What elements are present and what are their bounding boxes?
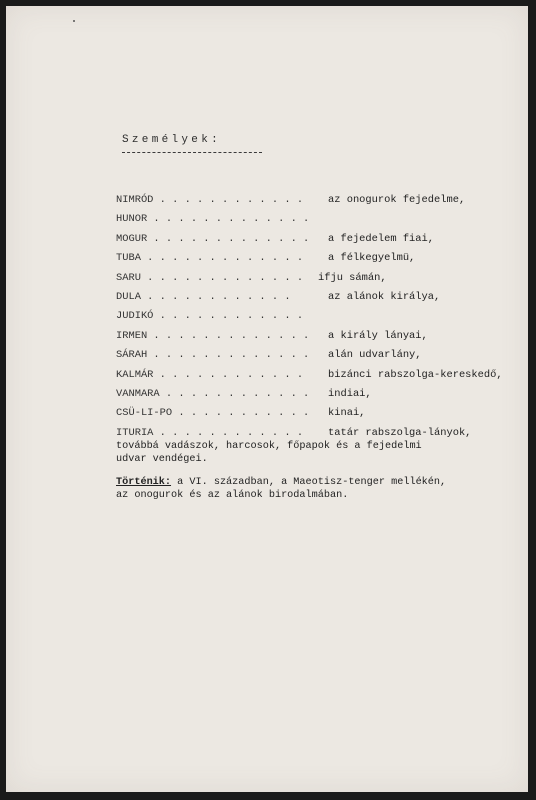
cast-row: [116, 252, 526, 271]
cast-row: [116, 213, 526, 232]
cast-name: VANMARA . . . . . . . . . . . .: [116, 387, 310, 400]
cast-name: SÁRAH . . . . . . . . . . . . .: [116, 349, 310, 362]
setting-paragraph: [116, 476, 516, 502]
cast-role: ifju sámán,: [318, 271, 387, 284]
cast-name: IRMEN . . . . . . . . . . . . .: [116, 329, 310, 342]
heading-underline: [122, 152, 262, 153]
page-heading: Személyek:: [122, 134, 222, 146]
setting-label: Történik:: [116, 477, 172, 488]
typewritten-page: [6, 6, 528, 792]
setting-text: a VI. században, a Maeotisz-tenger mellékén, az onogurok és az alánok birodalmában.: [116, 477, 447, 502]
cast-name: SARU . . . . . . . . . . . . .: [116, 271, 304, 284]
ink-speck: [73, 20, 75, 22]
cast-role: kinai,: [328, 407, 366, 420]
cast-role: indiai,: [328, 387, 372, 400]
cast-name: HUNOR . . . . . . . . . . . . .: [116, 213, 310, 226]
cast-name: MOGUR . . . . . . . . . . . . .: [116, 232, 310, 245]
cast-role: a király lányai,: [328, 329, 428, 342]
cast-row: [116, 349, 526, 368]
cast-role: az alánok királya,: [328, 290, 441, 303]
cast-row: [116, 272, 526, 291]
cast-name: ITURIA . . . . . . . . . . . .: [116, 426, 304, 439]
cast-row: [116, 369, 526, 388]
cast-name: DULA . . . . . . . . . . . .: [116, 290, 291, 303]
cast-name: NIMRÓD . . . . . . . . . . . .: [116, 194, 304, 206]
cast-role: a félkegyelmü,: [328, 252, 416, 265]
cast-row: [116, 330, 526, 349]
cast-name: CSÜ-LI-PO . . . . . . . . . . .: [116, 407, 310, 420]
cast-role: bizánci rabszolga-kereskedő,: [328, 368, 503, 381]
cast-list: [116, 194, 526, 446]
cast-row: [116, 407, 526, 426]
extras-paragraph: továbbá vadászok, harcosok, főpapok és a fejedelmi udvar vendégei.: [116, 441, 422, 466]
cast-role: tatár rabszolga-lányok,: [328, 426, 472, 439]
cast-name: KALMÁR . . . . . . . . . . . .: [116, 368, 304, 381]
cast-role: a fejedelem fiai,: [328, 232, 435, 245]
cast-row: [116, 291, 526, 310]
cast-role: alán udvarlány,: [328, 349, 422, 362]
cast-name: JUDIKÓ . . . . . . . . . . . .: [116, 310, 304, 323]
cast-row: [116, 233, 526, 252]
cast-row: [116, 194, 526, 213]
cast-row: [116, 388, 526, 407]
cast-name: TUBA . . . . . . . . . . . . .: [116, 252, 304, 265]
cast-role: az onogurok fejedelme,: [328, 194, 466, 206]
cast-row: [116, 310, 526, 329]
